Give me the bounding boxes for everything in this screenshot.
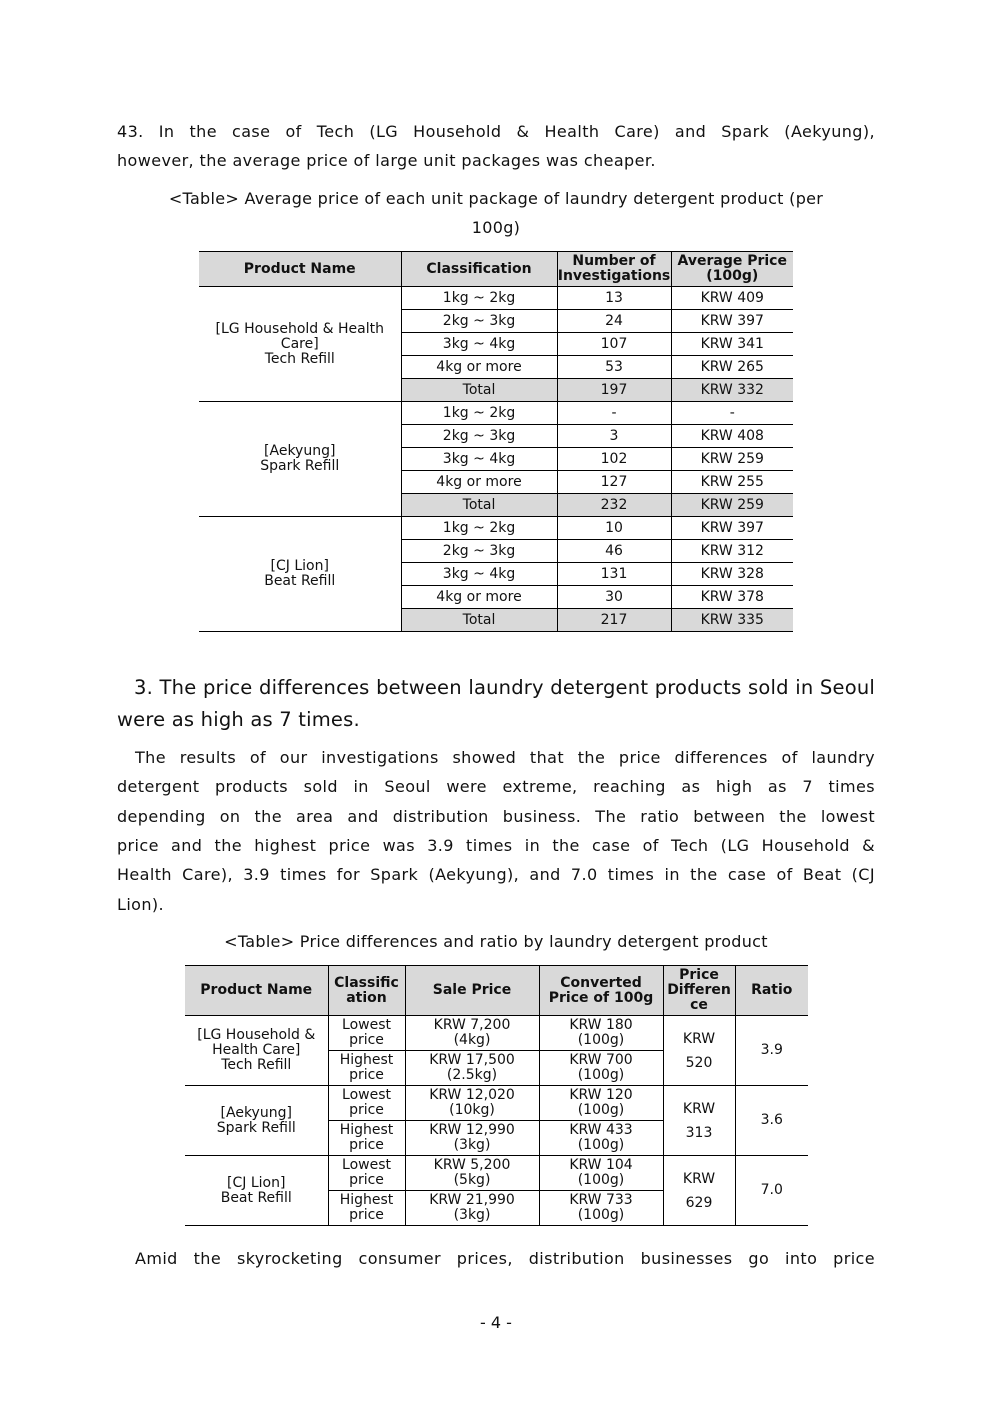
sale-price-line: (10kg) [449,1102,495,1118]
sale-price-line: KRW 12,020 [429,1087,515,1103]
number-cell: 13 [557,287,671,310]
sale-price-line: (3kg) [453,1137,491,1153]
table1-header-number: Number of Investigations [557,252,671,287]
table-row [185,1016,808,1051]
converted-price-cell [539,1191,663,1226]
paragraph-text: price and the highest price was 3.9 times in the case of Tech (LG Household & [117,835,875,855]
sale-price-cell [405,1156,539,1191]
product-name-cell [185,1086,328,1156]
classification-cell: Total [401,379,557,402]
sale-price-cell [405,1016,539,1051]
average-price-table [199,251,793,632]
product-name-cell [199,517,401,632]
paragraph-text: detergent products sold in Seoul were extreme, reaching as high as 7 times [117,777,875,797]
classification-cell: 2kg ~ 3kg [401,310,557,333]
ratio-cell: 7.0 [735,1156,808,1226]
converted-price-line: KRW 120 [569,1087,633,1103]
table1-header-classification: Classification [401,252,557,287]
classification-cell: Total [401,494,557,517]
product-name-line: [LG Household & [197,1027,316,1043]
classification-cell [328,1156,405,1191]
average-price-cell: KRW 378 [671,586,793,609]
sale-price-line: KRW 12,990 [429,1122,515,1138]
product-name-line: Beat Refill [220,1189,292,1206]
intro-line-1: 43. In the case of Tech (LG Household & Health Care) and Spark (Aekyung), [117,122,875,141]
sale-price-line: (3kg) [453,1207,491,1223]
number-cell: 197 [557,379,671,402]
product-name-cell [185,1016,328,1086]
paragraph-text: Health Care), 3.9 times for Spark (Aekyung), and 7.0 times in the case of Beat (CJ [117,865,875,885]
product-name-line: [LG Household & Health [215,320,384,337]
number-cell: 107 [557,333,671,356]
classification-line: price [349,1032,384,1048]
ratio-cell: 3.6 [735,1086,808,1156]
price-difference-cell [663,1156,735,1226]
classification-cell: 1kg ~ 2kg [401,517,557,540]
table2-header-row [185,966,808,1016]
classification-cell: 4kg or more [401,356,557,379]
converted-price-line: KRW 733 [569,1192,633,1208]
classification-cell: 2kg ~ 3kg [401,540,557,563]
converted-price-line: (100g) [577,1137,625,1153]
product-name-cell [199,402,401,517]
converted-price-line: KRW 700 [569,1052,633,1068]
number-cell: 30 [557,586,671,609]
product-name-line: Health Care] [212,1042,301,1058]
product-name-line: Spark Refill [260,458,340,474]
table-row [199,402,793,425]
sale-price-line: (5kg) [453,1172,491,1188]
classification-cell [328,1191,405,1226]
classification-cell [328,1016,405,1051]
classification-cell: 1kg ~ 2kg [401,287,557,310]
sale-price-line: KRW 17,500 [429,1052,515,1068]
classification-line: price [349,1172,384,1188]
converted-price-line: (100g) [577,1067,625,1083]
intro-line-2: however, the average price of large unit packages was cheaper. [117,151,656,170]
price-difference-line: 520 [685,1054,713,1071]
table-row [185,1156,808,1191]
table2-header-converted-price: Converted Price of 100g [539,966,663,1016]
converted-price-cell [539,1121,663,1156]
average-price-cell: KRW 259 [671,448,793,471]
price-difference-cell [663,1016,735,1086]
converted-price-line: (100g) [577,1207,625,1223]
table2-header-product-name: Product Name [185,966,328,1016]
classification-line: price [349,1102,384,1118]
product-name-line: Tech Refill [221,1057,292,1073]
classification-cell [328,1121,405,1156]
classification-line: Lowest [342,1157,391,1173]
ratio-cell: 3.9 [735,1016,808,1086]
table2-header-ratio: Ratio [735,966,808,1016]
price-difference-line: KRW [682,1030,716,1047]
price-difference-line: 629 [685,1194,713,1211]
classification-line: Lowest [342,1017,391,1033]
table1-header-product-name: Product Name [199,252,401,287]
converted-price-cell [539,1156,663,1191]
table2-header-sale-price: Sale Price [405,966,539,1016]
section-heading-line-1: 3. The price differences between laundry detergent products sold in Seoul [134,676,875,699]
paragraph-text: The results of our investigations showed that the price differences of laundry [135,748,875,767]
table-row [185,1086,808,1121]
table2-caption: <Table> Price differences and ratio by laundry detergent product [224,932,768,951]
table2-header-classification: Classific ation [328,966,405,1016]
average-price-cell: KRW 397 [671,310,793,333]
classification-cell: 4kg or more [401,471,557,494]
classification-cell [328,1086,405,1121]
number-cell: 232 [557,494,671,517]
price-difference-line: KRW [682,1170,716,1187]
sale-price-line: KRW 7,200 [433,1017,511,1033]
average-price-cell: KRW 265 [671,356,793,379]
sale-price-cell [405,1121,539,1156]
number-cell: 3 [557,425,671,448]
number-cell: 127 [557,471,671,494]
converted-price-line: (100g) [577,1172,625,1188]
paragraph-line [117,777,875,796]
table2-header-price-difference: Price Differen ce [663,966,735,1016]
average-price-cell: KRW 312 [671,540,793,563]
sale-price-line: KRW 21,990 [429,1192,515,1208]
average-price-cell: KRW 328 [671,563,793,586]
converted-price-line: (100g) [577,1032,625,1048]
product-name-line: Care] [280,335,319,352]
classification-line: Highest [339,1192,394,1208]
converted-price-cell [539,1016,663,1051]
converted-price-line: (100g) [577,1102,625,1118]
average-price-cell: - [671,402,793,425]
average-price-cell: KRW 332 [671,379,793,402]
paragraph-text: Lion). [117,894,165,914]
product-name-line: [CJ Lion] [270,558,329,574]
table-row [199,517,793,540]
paragraph-text: depending on the area and distribution business. The ratio between the lowest [117,806,875,826]
classification-cell [328,1051,405,1086]
classification-line: price [349,1137,384,1153]
classification-cell: 4kg or more [401,586,557,609]
average-price-cell: KRW 408 [671,425,793,448]
number-cell: 24 [557,310,671,333]
number-cell: 102 [557,448,671,471]
product-name-line: Spark Refill [216,1119,296,1136]
number-cell: - [557,402,671,425]
converted-price-line: KRW 433 [569,1122,633,1138]
classification-cell: 3kg ~ 4kg [401,563,557,586]
paragraph-line [117,836,875,855]
classification-cell: 3kg ~ 4kg [401,448,557,471]
sale-price-cell [405,1051,539,1086]
price-difference-table [185,965,808,1226]
product-name-line: [Aekyung] [220,1104,292,1121]
sale-price-cell [405,1191,539,1226]
table-row [199,287,793,310]
average-price-cell: KRW 341 [671,333,793,356]
number-cell: 46 [557,540,671,563]
product-name-line: Beat Refill [264,573,336,589]
paragraph-line [117,895,875,914]
average-price-cell: KRW 409 [671,287,793,310]
converted-price-line: KRW 104 [569,1157,633,1173]
paragraph-line [117,865,875,884]
average-price-cell: KRW 259 [671,494,793,517]
paragraph-line [117,748,875,767]
product-name-line: Tech Refill [264,350,335,367]
product-name-cell [185,1156,328,1226]
price-difference-line: KRW [682,1100,716,1117]
classification-cell: 1kg ~ 2kg [401,402,557,425]
page-number: - 4 - [480,1313,512,1332]
price-difference-line: 313 [685,1124,713,1141]
table1-header-average-price: Average Price (100g) [671,252,793,287]
classification-line: price [349,1067,384,1083]
number-cell: 217 [557,609,671,632]
closing-line: Amid the skyrocketing consumer prices, distribution businesses go into price [135,1249,875,1268]
product-name-cell [199,287,401,402]
average-price-cell: KRW 397 [671,517,793,540]
number-cell: 10 [557,517,671,540]
table1-caption-line-1: <Table> Average price of each unit package of laundry detergent product (per [168,189,824,208]
classification-line: Highest [339,1052,394,1068]
product-name-line: [Aekyung] [264,443,336,459]
classification-line: price [349,1207,384,1223]
sale-price-cell [405,1086,539,1121]
classification-cell: 3kg ~ 4kg [401,333,557,356]
average-price-cell: KRW 255 [671,471,793,494]
number-cell: 131 [557,563,671,586]
classification-line: Lowest [342,1087,391,1103]
classification-line: Highest [339,1122,394,1138]
table1-caption-line-2: 100g) [471,218,521,237]
product-name-line: [CJ Lion] [227,1174,286,1191]
table1-header-row [199,252,793,287]
sale-price-line: KRW 5,200 [433,1157,511,1173]
converted-price-line: KRW 180 [569,1017,633,1033]
sale-price-line: (4kg) [453,1032,491,1048]
section-heading-line-2: were as high as 7 times. [117,708,360,731]
converted-price-cell [539,1051,663,1086]
price-difference-cell [663,1086,735,1156]
classification-cell: Total [401,609,557,632]
classification-cell: 2kg ~ 3kg [401,425,557,448]
paragraph-line [117,807,875,826]
average-price-cell: KRW 335 [671,609,793,632]
sale-price-line: (2.5kg) [446,1067,498,1083]
converted-price-cell [539,1086,663,1121]
number-cell: 53 [557,356,671,379]
